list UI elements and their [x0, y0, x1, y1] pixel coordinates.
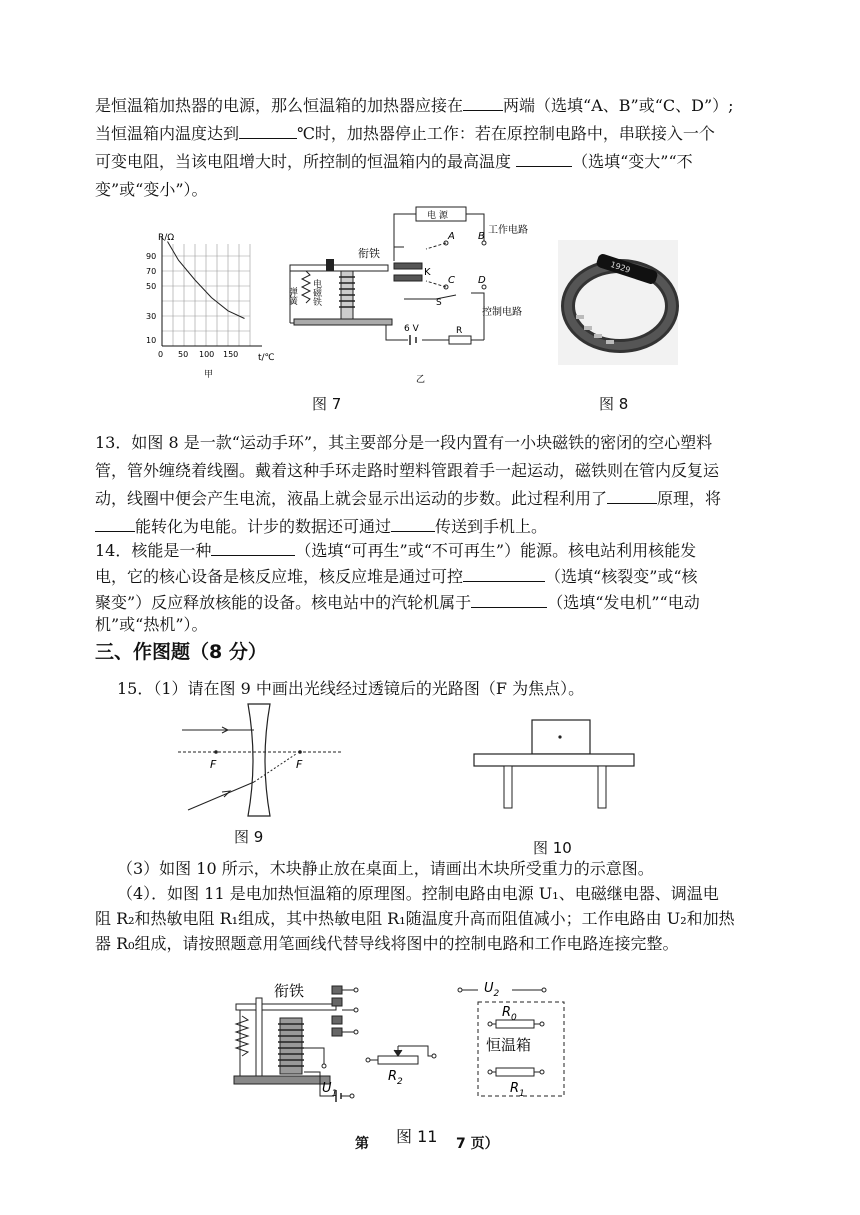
u2-label: $U_2$: [484, 981, 500, 999]
fig8-fitness-band-image: [558, 240, 678, 365]
q14-line4: 机”或“热机”）。: [95, 615, 208, 634]
terminal: [350, 1094, 354, 1098]
thermistor-r1: [496, 1068, 534, 1076]
fig7-graph: [138, 222, 288, 382]
focus-right-label: F: [296, 758, 303, 771]
a-label: A: [448, 231, 455, 242]
contact-upper: [332, 986, 342, 994]
answer-blank[interactable]: [516, 150, 572, 167]
fig9-caption: 图 9: [234, 828, 264, 846]
contact-k-lower: [394, 275, 422, 281]
terminal: [354, 988, 358, 992]
q12-line1: 是恒温箱加热器的电源，那么恒温箱的加热器应接在 两端（选填“A、B”或“C、D”）;: [95, 96, 734, 115]
terminal: [540, 1022, 544, 1026]
terminal: [354, 1030, 358, 1034]
q15-part3: （3）如图 10 所示，木块静止放在桌面上，请画出木块所受重力的示意图。: [117, 859, 654, 878]
x-tick: 150: [223, 350, 239, 359]
q13-line1: 13．如图 8 是一款“运动手环”，其主要部分是一段内置有一小块磁铁的密闭的空心塑料: [95, 433, 713, 452]
y-tick: 30: [146, 312, 157, 321]
armature-bar: [236, 1004, 336, 1010]
wire: [398, 1046, 432, 1056]
terminal: [458, 988, 462, 992]
magnet-label: 电磁铁: [311, 279, 321, 306]
q14-line2: 电，它的核心设备是核反应堆，核反应堆是通过可控 （选填“核裂变”或“核: [95, 567, 698, 586]
terminal: [488, 1022, 492, 1026]
table-leg-right: [598, 766, 606, 808]
incident-ray-2: [188, 782, 254, 810]
relay-post: [256, 998, 262, 1076]
q15-part1: 15．（1）请在图 9 中画出光线经过透镜后的光路图（F 为焦点）。: [117, 679, 585, 698]
armature-label: 衔铁: [358, 247, 380, 260]
q12-line4: 变”或“变小”）。: [95, 180, 208, 199]
fig7-yi-label: 乙: [416, 375, 426, 385]
r0-label: $R_0$: [502, 1005, 517, 1023]
q12-line3: 可变电阻，当该电阻增大时，所控制的恒温箱内的最高温度 （选填“变大”“不: [95, 152, 693, 171]
table-leg-left: [504, 766, 512, 808]
answer-blank[interactable]: [95, 515, 135, 532]
k-label: K: [424, 267, 431, 278]
answer-blank[interactable]: [607, 487, 657, 504]
thermostat-label: 恒温箱: [486, 1036, 532, 1054]
terminal: [542, 988, 546, 992]
d-label: D: [478, 275, 486, 286]
q13-line4: 能转化为电能。计步的数据还可通过 传送到手机上。: [95, 513, 775, 541]
center-of-mass: [558, 735, 561, 738]
answer-blank[interactable]: [239, 122, 297, 139]
slider-arrow-icon: [394, 1050, 402, 1056]
fig7-caption: 图 7: [312, 395, 342, 413]
contact-line: [426, 243, 446, 249]
answer-blank[interactable]: [463, 94, 503, 111]
focus-left: [214, 750, 218, 754]
fig7-circuit: [286, 205, 528, 385]
page-footer: 第: [355, 1136, 369, 1152]
q14-line1: 14．核能是一种 （选填“可再生”或“不可再生”）能源。核电站利用核能发: [95, 541, 697, 560]
contact-line: [426, 281, 446, 287]
fig10-table-diagram: [470, 718, 640, 813]
terminal: [432, 1054, 436, 1058]
q15-part4-line1: （4）．如图 11 是电加热恒温箱的原理图。控制电路由电源 U₁、电磁继电器、调温电: [117, 884, 719, 903]
q15-part4-line3: 器 R₀组成，请按照题意用笔画线代替导线将图中的控制电路和工作电路连接完整。: [95, 934, 679, 953]
graph-grid: [162, 244, 250, 346]
fig9-lens-diagram: [178, 700, 348, 820]
y-tick: 70: [146, 267, 157, 276]
contact-mid: [332, 998, 342, 1006]
spring: [302, 271, 310, 303]
base: [294, 319, 392, 325]
terminal: [540, 1070, 544, 1074]
contact-k: [394, 263, 422, 269]
fig7-jia-label: 甲: [204, 370, 214, 380]
x-tick: 100: [199, 350, 215, 359]
control-circuit-label: 控制电路: [482, 307, 522, 318]
armature-label: 衔铁: [274, 982, 305, 1000]
band-screen-text: 1929: [609, 259, 632, 275]
y-axis-label: R/Ω: [158, 233, 175, 243]
s-label: S: [436, 298, 442, 308]
terminal: [354, 1008, 358, 1012]
x-tick: 50: [178, 350, 189, 359]
work-circuit-label: 工作电路: [488, 225, 528, 236]
fig11-caption: 图 11: [396, 1127, 438, 1146]
r1-label: $R_1$: [510, 1081, 525, 1099]
y-tick: 90: [146, 252, 157, 261]
pivot: [326, 259, 334, 271]
fig10-caption: 图 10: [533, 839, 572, 857]
spring-label: 弹簧: [287, 287, 297, 305]
r-label: R: [456, 326, 463, 336]
answer-blank[interactable]: [471, 591, 547, 608]
focus-left-label: F: [210, 758, 217, 771]
concave-lens: [248, 704, 270, 816]
x-axis-label: t/℃: [258, 353, 275, 363]
answer-blank[interactable]: [391, 515, 435, 532]
armature-bar: [290, 265, 388, 271]
terminal: [322, 1064, 326, 1068]
b-label: B: [478, 231, 485, 242]
power-label: 电 源: [427, 211, 448, 221]
q13-line2: 管，管外缠绕着线圈。戴着这种手环走路时塑料管跟着手一起运动，磁铁则在管内反复运: [95, 461, 720, 480]
battery-label: 6 V: [404, 324, 419, 334]
y-tick: 50: [146, 282, 157, 291]
x-tick: 0: [158, 350, 164, 359]
c-label: C: [448, 275, 455, 286]
q13-line3: 动，线圈中便会产生电流，液晶上就会显示出运动的步数。此过程利用了 原理，将: [95, 489, 722, 508]
page-footer-right: 7 页）: [456, 1136, 499, 1152]
section-title: 三、作图题（8 分）: [95, 641, 267, 663]
focus-right: [298, 750, 302, 754]
spring: [236, 1016, 248, 1056]
r2-label: $R_2$: [388, 1069, 403, 1087]
relay-base: [234, 1076, 330, 1084]
q12-line2: 当恒温箱内温度达到 ℃时，加热器停止工作：若在原控制电路中，串联接入一个: [95, 124, 715, 143]
rheostat-r2: [378, 1056, 418, 1064]
u1-label: $U_1$: [322, 1081, 338, 1099]
terminal: [366, 1058, 370, 1062]
answer-blank[interactable]: [463, 565, 545, 582]
wire: [304, 1048, 324, 1064]
y-tick: 10: [146, 336, 157, 345]
contact-lower: [332, 1016, 342, 1024]
fig11-circuit-diagram: [228, 968, 578, 1104]
q15-part4-line2: 阻 R₂和热敏电阻 R₁组成，其中热敏电阻 R₁随温度升高而阻值减小；工作电路由 U₂和加热: [95, 909, 735, 928]
tabletop: [474, 754, 634, 766]
answer-blank[interactable]: [211, 539, 295, 556]
terminal: [488, 1070, 492, 1074]
contact-bottom: [332, 1028, 342, 1036]
fig8-caption: 图 8: [599, 395, 629, 413]
q14-line3: 聚变”）反应释放核能的设备。核电站中的汽轮机属于 （选填“发电机”“电动: [95, 593, 700, 612]
resistor-r: [449, 336, 471, 344]
